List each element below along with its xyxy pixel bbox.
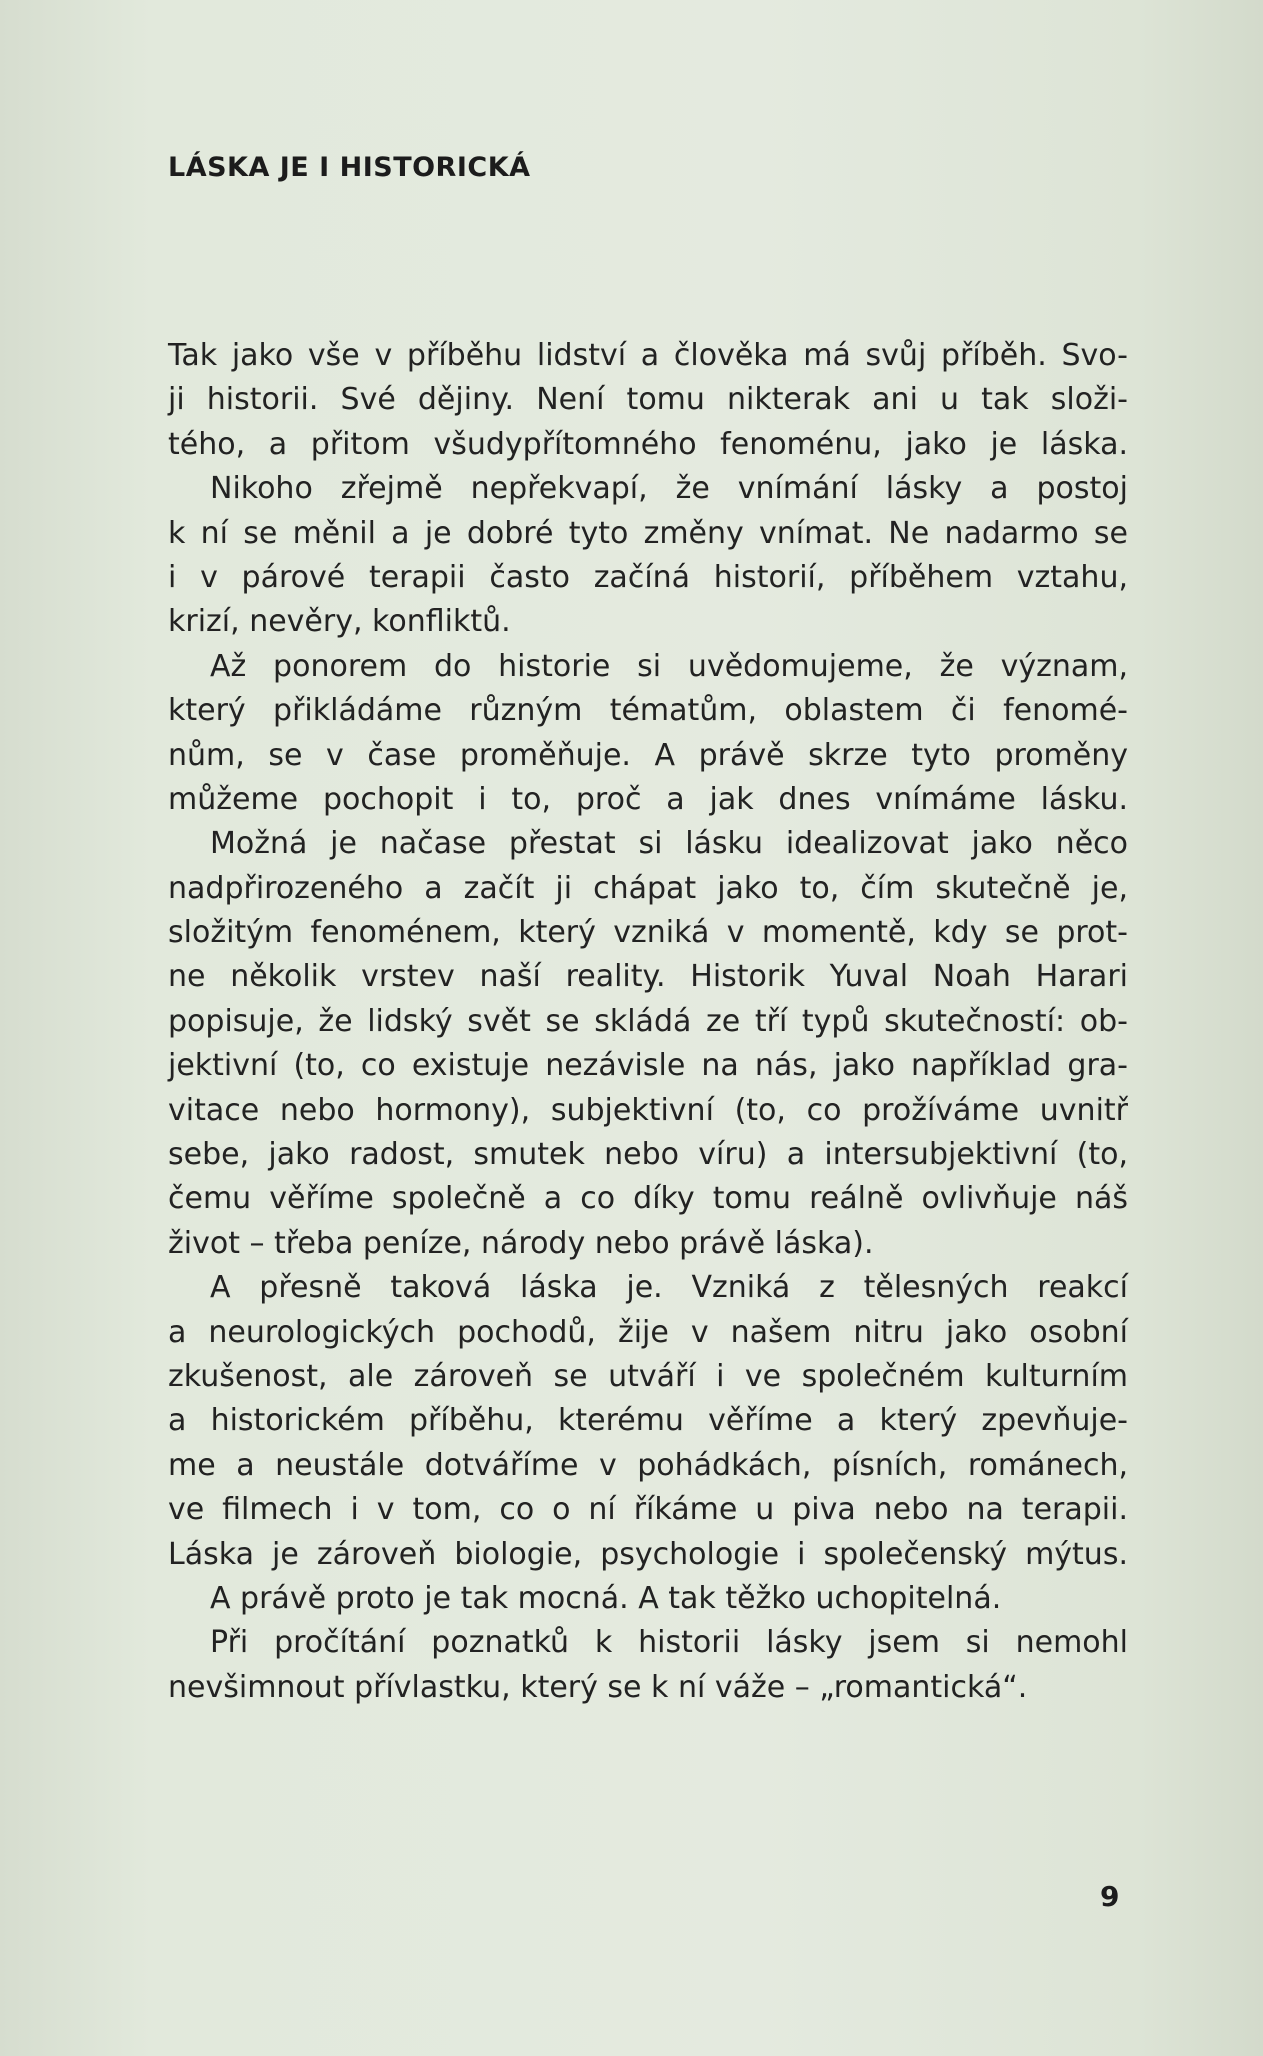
text-line: složitým fenoménem, který vzniká v momentě, kdy se prot- [168,915,1128,951]
text-line: zkušenost, ale zároveň se utváří i ve společném kulturním [168,1358,1128,1394]
text-line: Nikoho zřejmě nepřekvapí, že vnímání lásky a postoj [210,471,1128,507]
chapter-heading: LÁSKA JE I HISTORICKÁ [168,152,531,183]
text-line: Při pročítání poznatků k historii lásky jsem si nemohl [210,1625,1128,1661]
text-line: nadpřirozeného a začít ji chápat jako to, čím skutečně je, [168,870,1128,906]
text-line: a historickém příběhu, kterému věříme a který zpevňuje- [168,1403,1128,1439]
text-line: a neurologických pochodů, žije v našem nitru jako osobní [168,1314,1128,1350]
text-line: jektivní (to, co existuje nezávisle na nás, jako například gra- [168,1048,1128,1084]
text-line: nevšimnout přívlastku, který se k ní váže – „romantická“. [168,1669,1028,1705]
text-line: sebe, jako radost, smutek nebo víru) a intersubjektivní (to, [168,1137,1128,1173]
text-line: Láska je zároveň biologie, psychologie i společenský mýtus. [168,1536,1128,1572]
text-line: tého, a přitom všudypřítomného fenoménu, jako je láska. [168,426,1128,462]
text-line: popisuje, že lidský svět se skládá ze tří typů skutečností: ob- [168,1003,1128,1039]
text-line: Možná je načase přestat si lásku idealizovat jako něco [210,826,1128,862]
text-line: Tak jako vše v příběhu lidství a člověka má svůj příběh. Svo- [168,338,1128,373]
text-line: vitace nebo hormony), subjektivní (to, co prožíváme uvnitř [168,1092,1128,1128]
text-line: nům, se v čase proměňuje. A právě skrze tyto proměny [168,737,1128,773]
text-line: ne několik vrstev naší reality. Historik Yuval Noah Harari [168,959,1128,995]
body-text [168,334,1128,1710]
page-number: 9 [1100,1880,1120,1913]
text-line: A přesně taková láska je. Vzniká z tělesných reakcí [210,1270,1128,1306]
text-line: A právě proto je tak mocná. A tak těžko uchopitelná. [210,1580,1002,1616]
text-line: čemu věříme společně a co díky tomu reálně ovlivňuje náš [168,1181,1128,1217]
text-line: i v párové terapii často začíná historií, příběhem vztahu, [168,559,1128,595]
text-line: můžeme pochopit i to, proč a jak dnes vnímáme lásku. [168,781,1128,817]
text-line: ji historii. Své dějiny. Není tomu nikterak ani u tak složi- [168,382,1128,418]
text-line: me a neustále dotváříme v pohádkách, písních, románech, [168,1447,1128,1483]
text-line: krizí, nevěry, konfliktů. [168,604,511,640]
text-line: k ní se měnil a je dobré tyto změny vnímat. Ne nadarmo se [168,515,1128,551]
text-line: život – třeba peníze, národy nebo právě láska). [168,1225,874,1261]
text-line: ve filmech i v tom, co o ní říkáme u piva nebo na terapii. [168,1492,1128,1528]
text-line: Až ponorem do historie si uvědomujeme, že význam, [210,648,1128,684]
text-line: který přikládáme různým tématům, oblastem či fenomé- [168,693,1128,729]
